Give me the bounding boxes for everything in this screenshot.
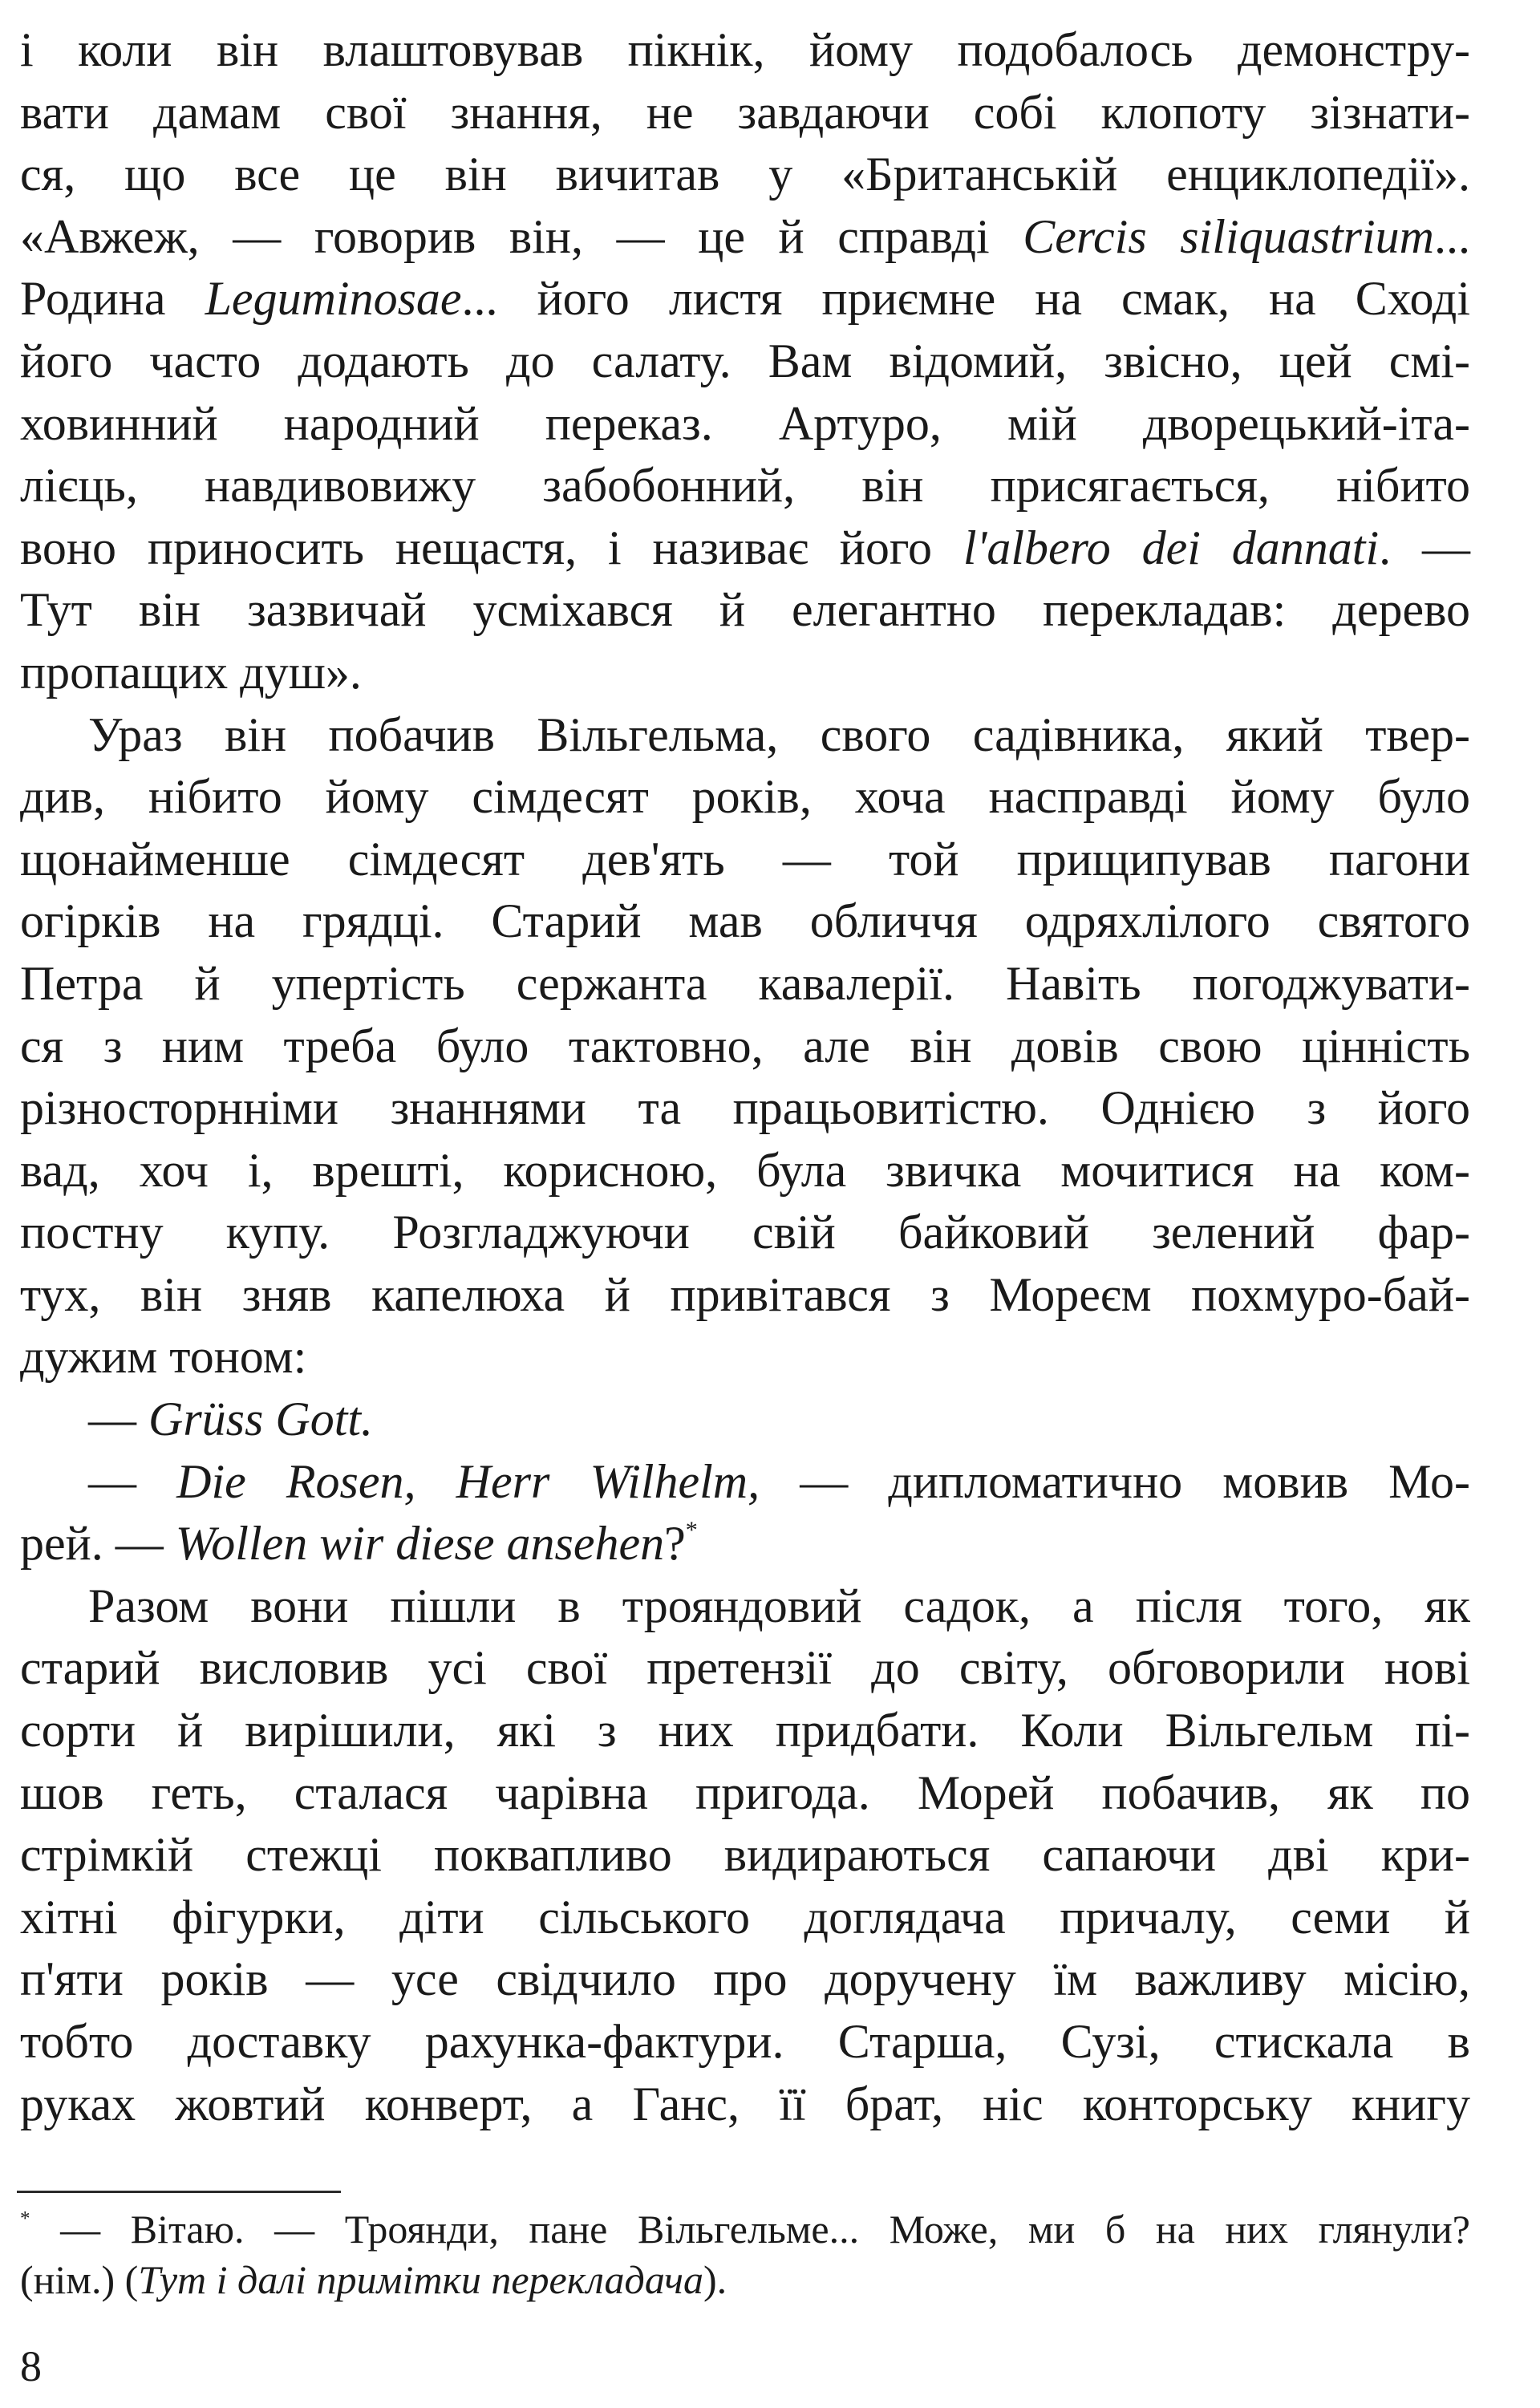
text-line <box>20 1575 1470 1638</box>
italic-run: l'albero dei dannati <box>962 521 1380 574</box>
text-run: Разом вони пішли в трояндовий садок, а після того, як <box>88 1579 1470 1632</box>
text-run: Тут він зазвичай усміхався й елегантно перекладав: дерево <box>20 583 1470 637</box>
text-run: ... його листя приємне на смак, на Сході <box>461 272 1470 326</box>
text-run: сорти й вирішили, які з них придбати. Коли Вільгельм пі- <box>20 1704 1470 1757</box>
footnote-marker[interactable]: * <box>685 1517 698 1544</box>
text-line <box>20 829 1470 891</box>
footnote-block <box>20 2204 1470 2305</box>
text-line <box>20 1513 1470 1575</box>
text-line <box>20 455 1470 517</box>
text-run: вад, хоч і, врешті, корисною, була звичка мочитися на ком- <box>20 1143 1470 1197</box>
text-run: див, нібито йому сімдесят років, хоча насправді йому було <box>20 770 1470 824</box>
italic-run: Тут і далі примітки перекладача <box>138 2257 704 2302</box>
italic-run: Cercis siliquastrium <box>1023 209 1434 263</box>
text-run: — Вітаю. — Троянди, пане Вільгельме... Може, ми б на них глянули? <box>30 2207 1470 2252</box>
text-line <box>20 1824 1470 1887</box>
text-line <box>20 2011 1470 2074</box>
footnote-divider <box>17 2191 341 2193</box>
text-line <box>20 2074 1470 2136</box>
text-run: рей. — <box>20 1517 176 1571</box>
text-run: вати дамам свої знання, не завдаючи собі клопоту зізнати- <box>20 85 1470 139</box>
italic-run: Die Rosen, Herr Wilhelm, <box>176 1454 760 1508</box>
text-run: Родина <box>20 272 205 326</box>
text-line <box>20 1700 1470 1762</box>
text-run: шов геть, сталася чарівна пригода. Морей побачив, як по <box>20 1765 1470 1819</box>
text-line <box>20 1015 1470 1078</box>
text-run: Петра й упертість сержанта кавалерії. Навіть погоджувати- <box>20 956 1470 1010</box>
footnote-line <box>20 2255 1470 2305</box>
text-line <box>20 1326 1470 1388</box>
text-line <box>20 330 1470 393</box>
text-run: руках жовтий конверт, а Ганс, її брат, ніс конторську книгу <box>20 2077 1470 2130</box>
text-run: старий висловив усі свої претензії до світу, обговорили нові <box>20 1641 1470 1695</box>
text-run: — <box>88 1393 148 1446</box>
text-run: — дипломатично мовив Мо- <box>760 1454 1471 1508</box>
text-run: огірків на грядці. Старий мав обличчя одряхлілого святого <box>20 894 1470 948</box>
text-line <box>20 517 1470 580</box>
text-line <box>20 144 1470 206</box>
text-line <box>20 393 1470 456</box>
text-line <box>20 1887 1470 1949</box>
text-run: ... <box>1434 209 1470 263</box>
text-line <box>20 1451 1470 1514</box>
text-run: «Авжеж, — говорив він, — це й справді <box>20 209 1023 263</box>
text-run: — <box>88 1454 177 1508</box>
page-number: 8 <box>20 2342 42 2390</box>
text-run: дужим тоном: <box>20 1330 307 1384</box>
text-line <box>20 19 1470 82</box>
text-line <box>20 1637 1470 1700</box>
text-run: ся з ним треба було тактовно, але він довів свою цінність <box>20 1019 1470 1072</box>
text-run: тух, він зняв капелюха й привітався з Мореєм похмуро-бай- <box>20 1267 1470 1321</box>
footnote-mark: * <box>20 2207 30 2230</box>
text-line <box>20 890 1470 953</box>
text-run: і коли він влаштовував пікнік, йому подобалось демонстру- <box>20 23 1470 76</box>
text-line <box>20 766 1470 829</box>
text-run: п'яти років — усе свідчило про доручену їм важливу місію, <box>20 1952 1470 2006</box>
text-run: стрімкій стежці поквапливо видираються сапаючи дві кри- <box>20 1828 1470 1882</box>
text-run: лієць, навдивовижу забобонний, він присягається, нібито <box>20 459 1470 513</box>
text-run: ? <box>664 1517 686 1571</box>
text-run: щонайменше сімдесят дев'ять — той прищипував пагони <box>20 832 1470 886</box>
text-line <box>20 1202 1470 1264</box>
text-run: (нім.) ( <box>20 2257 139 2302</box>
text-run: хітні фігурки, діти сільського доглядача причалу, семи й <box>20 1890 1470 1944</box>
text-run: постну купу. Розгладжуючи свій байковий зелений фар- <box>20 1206 1470 1259</box>
text-line <box>20 82 1470 144</box>
text-run: його часто додають до салату. Вам відомий, звісно, цей смі- <box>20 334 1470 387</box>
text-line <box>20 1762 1470 1825</box>
text-line <box>20 953 1470 1015</box>
text-run: пропащих душ». <box>20 645 362 699</box>
text-line <box>20 1264 1470 1327</box>
text-line <box>20 1140 1470 1202</box>
text-run: ). <box>703 2257 727 2302</box>
text-run: ховинний народний переказ. Артуро, мій дворецький-іта- <box>20 396 1470 450</box>
text-run: тобто доставку рахунка-фактури. Старша, Сузі, стискала в <box>20 2015 1470 2068</box>
text-line <box>20 1077 1470 1140</box>
italic-run: Grüss Gott. <box>148 1393 374 1446</box>
text-run: воно приносить нещастя, і називає його <box>20 521 963 574</box>
text-line <box>20 268 1470 330</box>
text-run: Ураз він побачив Вільгельма, свого садівника, який твер- <box>88 707 1470 761</box>
text-line <box>20 206 1470 269</box>
text-line <box>20 642 1470 704</box>
text-line <box>20 1948 1470 2011</box>
text-line <box>20 704 1470 767</box>
footnote-line <box>20 2204 1470 2255</box>
italic-run: Leguminosae <box>205 272 462 326</box>
text-line <box>20 579 1470 642</box>
text-run: . — <box>1379 521 1470 574</box>
text-run: ся, що все це він вичитав у «Британській енциклопедії». <box>20 148 1470 201</box>
body-text <box>20 19 1470 2135</box>
italic-run: Wollen wir diese ansehen <box>175 1517 665 1571</box>
text-line <box>20 1388 1470 1451</box>
text-run: різносторнніми знаннями та працьовитістю. Однією з його <box>20 1081 1470 1135</box>
